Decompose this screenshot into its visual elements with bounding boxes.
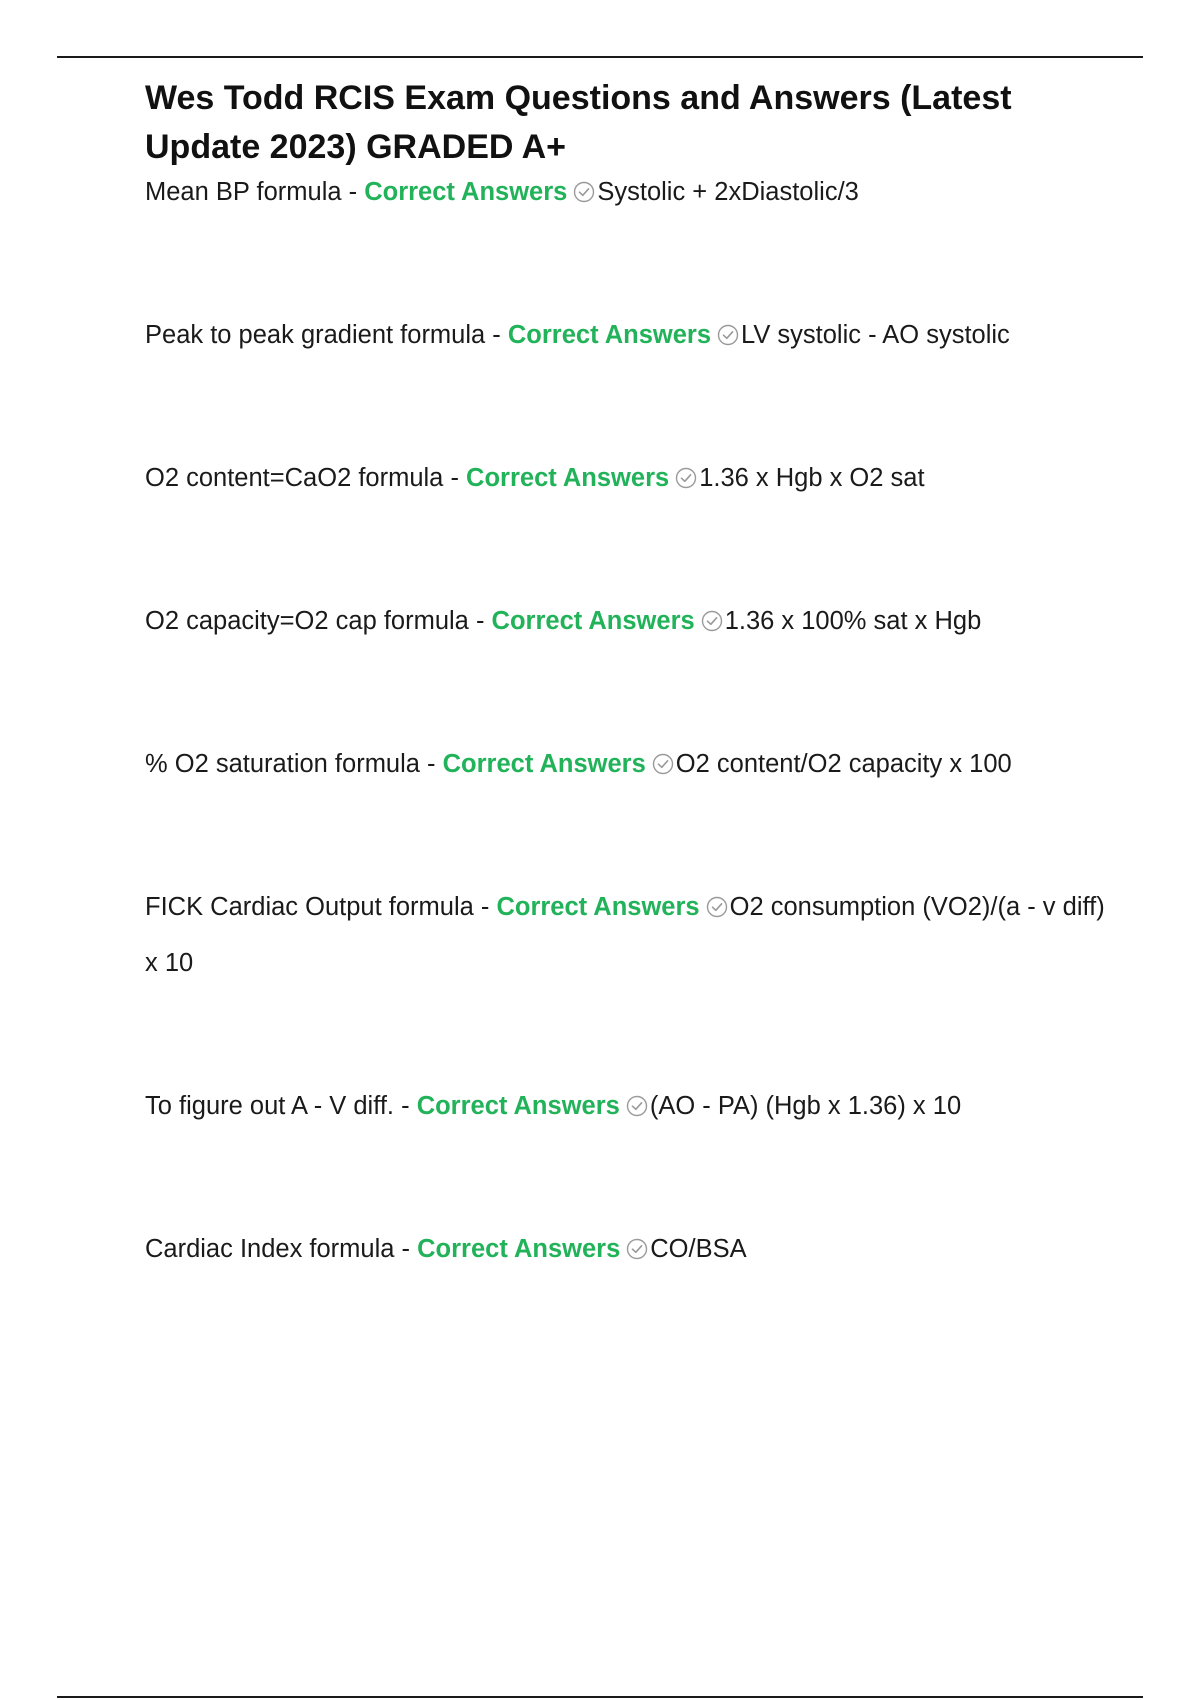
qa-item <box>145 164 1105 220</box>
document-body <box>145 74 1105 1277</box>
correct-answers-label: Correct Answers <box>507 321 712 349</box>
qa-item <box>145 450 1105 506</box>
qa-item <box>145 736 1105 792</box>
bottom-rule <box>57 1696 1143 1698</box>
question-text: % O2 saturation formula <box>145 750 420 778</box>
separator: - <box>341 178 365 206</box>
check-circle-icon <box>573 181 595 203</box>
qa-item <box>145 593 1105 649</box>
correct-answers-label: Correct Answers <box>442 750 646 778</box>
correct-answers-label: Correct Answers <box>496 893 700 921</box>
check-circle-icon <box>626 1095 648 1117</box>
separator: - <box>394 1235 418 1263</box>
answer-text: O2 content/O2 capacity x 100 <box>675 750 1012 778</box>
answer-text: O2 consumption (VO2)/(a - v diff) x 10 <box>145 893 1105 977</box>
question-text: FICK Cardiac Output formula <box>145 893 474 921</box>
separator: - <box>468 607 492 635</box>
answer-text: 1.36 x Hgb x O2 sat <box>699 464 925 492</box>
check-circle-icon <box>675 467 697 489</box>
qa-list <box>145 164 1105 1277</box>
check-circle-icon <box>717 324 739 346</box>
separator: - <box>394 1092 417 1120</box>
qa-item <box>145 1221 1105 1277</box>
correct-answers-label: Correct Answers <box>416 1092 620 1120</box>
answer-text: LV systolic - AO systolic <box>741 321 1010 349</box>
check-circle-icon <box>701 610 723 632</box>
qa-item <box>145 307 1105 363</box>
qa-item <box>145 879 1105 991</box>
answer-text: CO/BSA <box>650 1235 747 1263</box>
question-text: Cardiac Index formula <box>145 1235 395 1263</box>
check-circle-icon <box>652 753 674 775</box>
separator: - <box>485 321 508 349</box>
question-text: O2 capacity=O2 cap formula <box>145 607 469 635</box>
answer-text: Systolic + 2xDiastolic/3 <box>597 178 859 206</box>
separator: - <box>419 750 443 778</box>
question-text: O2 content=CaO2 formula <box>145 464 444 492</box>
answer-text: (AO - PA) (Hgb x 1.36) x 10 <box>649 1092 962 1120</box>
separator: - <box>473 893 497 921</box>
qa-item <box>145 1078 1105 1134</box>
check-circle-icon <box>706 896 728 918</box>
check-circle-icon <box>626 1238 648 1260</box>
correct-answers-label: Correct Answers <box>417 1235 621 1263</box>
question-text: Peak to peak gradient formula <box>145 321 486 349</box>
separator: - <box>443 464 467 492</box>
top-rule <box>57 56 1143 58</box>
question-text: To figure out A - V diff. <box>145 1092 395 1120</box>
correct-answers-label: Correct Answers <box>491 607 695 635</box>
question-text: Mean BP formula <box>145 178 342 206</box>
answer-text: 1.36 x 100% sat x Hgb <box>724 607 982 635</box>
correct-answers-label: Correct Answers <box>466 464 670 492</box>
document-title: Wes Todd RCIS Exam Questions and Answers (Latest Update 2023) GRADED A+ <box>145 79 1012 166</box>
correct-answers-label: Correct Answers <box>364 178 568 206</box>
